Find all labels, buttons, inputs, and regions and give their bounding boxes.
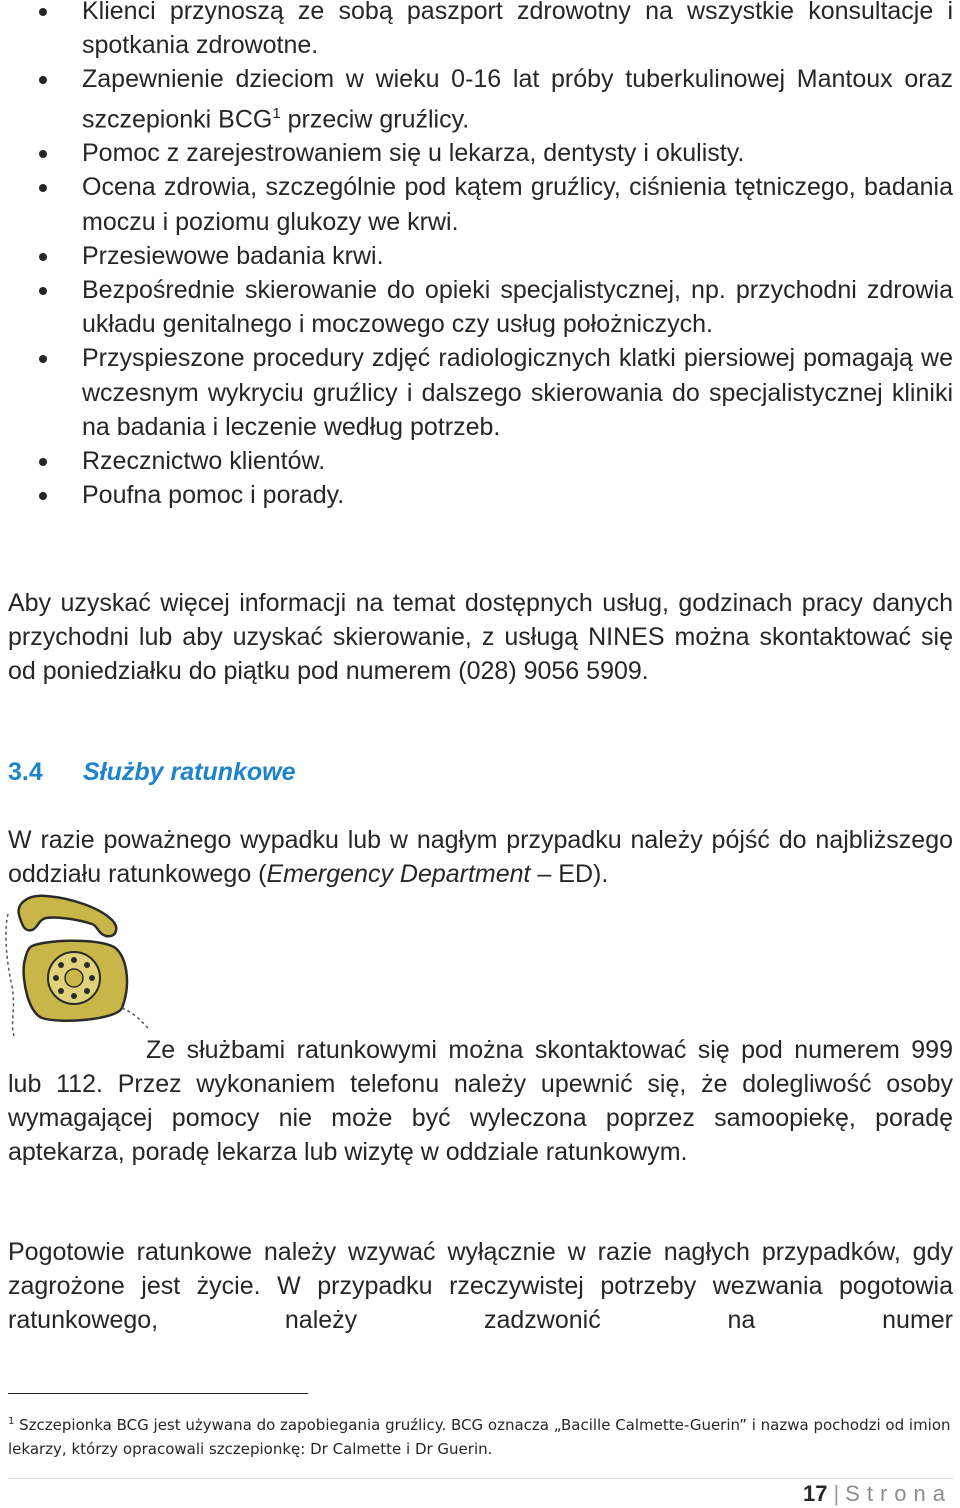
page-footer bbox=[803, 1480, 952, 1508]
footnote-reference[interactable]: 1 bbox=[272, 104, 281, 122]
list-item: Zapewnienie dzieciom w wieku 0-16 lat próby tuberkulinowej Mantoux oraz szczepionki BCG$^1$ przeciw gruźlicy. bbox=[0, 62, 960, 136]
list-item: Poufna pomoc i porady. bbox=[0, 478, 960, 512]
list-item: Przesiewowe badania krwi. bbox=[0, 239, 960, 273]
list-item: Ocena zdrowia, szczególnie pod kątem gruźlicy, ciśnienia tętniczego, badania moczu i poziomu glukozy we krwi. bbox=[0, 170, 960, 238]
list-item: Klienci przynoszą ze sobą paszport zdrowotny na wszystkie konsultacje i spotkania zdrowotne. bbox=[0, 0, 960, 62]
footnote: $^1$ Szczepionka BCG jest używana do zapobiegania gruźlicy. BCG oznacza „Bacille Calmette-Guerin” i nazwa pochodzi od imion lekarzy, którzy opracowali szczepionkę: Dr Calmette i Dr Guerin. bbox=[8, 1416, 951, 1458]
footer-separator: | bbox=[833, 1481, 840, 1506]
page-number: 17 bbox=[802, 1481, 828, 1506]
list-item: Bezpośrednie skierowanie do opieki specjalistycznej, np. przychodni zdrowia układu genitalnego i moczowego czy usług położniczych. bbox=[0, 273, 960, 341]
section-heading bbox=[8, 755, 296, 789]
emergency-paragraph: W razie poważnego wypadku lub w nagłym przypadku należy pójść do najbliższego oddziału ratunkowego (Emergency Department – ED). bbox=[8, 826, 953, 888]
footer-divider bbox=[8, 1478, 953, 1479]
section-title: Służby ratunkowe bbox=[83, 758, 296, 786]
phone-icon bbox=[2, 890, 152, 1040]
page-word: Strona bbox=[845, 1481, 952, 1506]
section-number: 3.4 bbox=[8, 758, 43, 786]
ambulance-paragraph: Pogotowie ratunkowe należy wzywać wyłącznie w razie nagłych przypadków, gdy zagrożone jest życie. W przypadku rzeczywistej potrzeby wezwania pogotowia ratunkowego, należy zadzwonić na numer bbox=[8, 1238, 953, 1334]
services-list bbox=[0, 0, 960, 512]
contact-paragraph: Aby uzyskać więcej informacji na temat dostępnych usług, godzinach pracy danych przychodni lub aby uzyskać skierowanie, z usługą NINES można skontaktować się od poniedziałku do piątku pod numerem (028) 9056 5909. bbox=[8, 589, 953, 685]
list-item: Pomoc z zarejestrowaniem się u lekarza, dentysty i okulisty. bbox=[0, 136, 960, 170]
footnote-separator bbox=[8, 1393, 308, 1394]
phone-paragraph: Ze służbami ratunkowymi można skontaktować się pod numerem 999 lub 112. Przez wykonaniem telefonu należy upewnić się, że dolegliwość osoby wymagającej pomocy nie może być wyleczona poprzez samoopiekę, poradę aptekarza, poradę lekarza lub wizytę w oddziale ratunkowym. bbox=[8, 1036, 953, 1166]
list-item: Przyspieszone procedury zdjęć radiologicznych klatki piersiowej pomagają we wczesnym wykryciu gruźlicy i dalszego skierowania do specjalistycznej kliniki na badania i leczenie według potrzeb. bbox=[0, 341, 960, 444]
list-item: Rzecznictwo klientów. bbox=[0, 444, 960, 478]
